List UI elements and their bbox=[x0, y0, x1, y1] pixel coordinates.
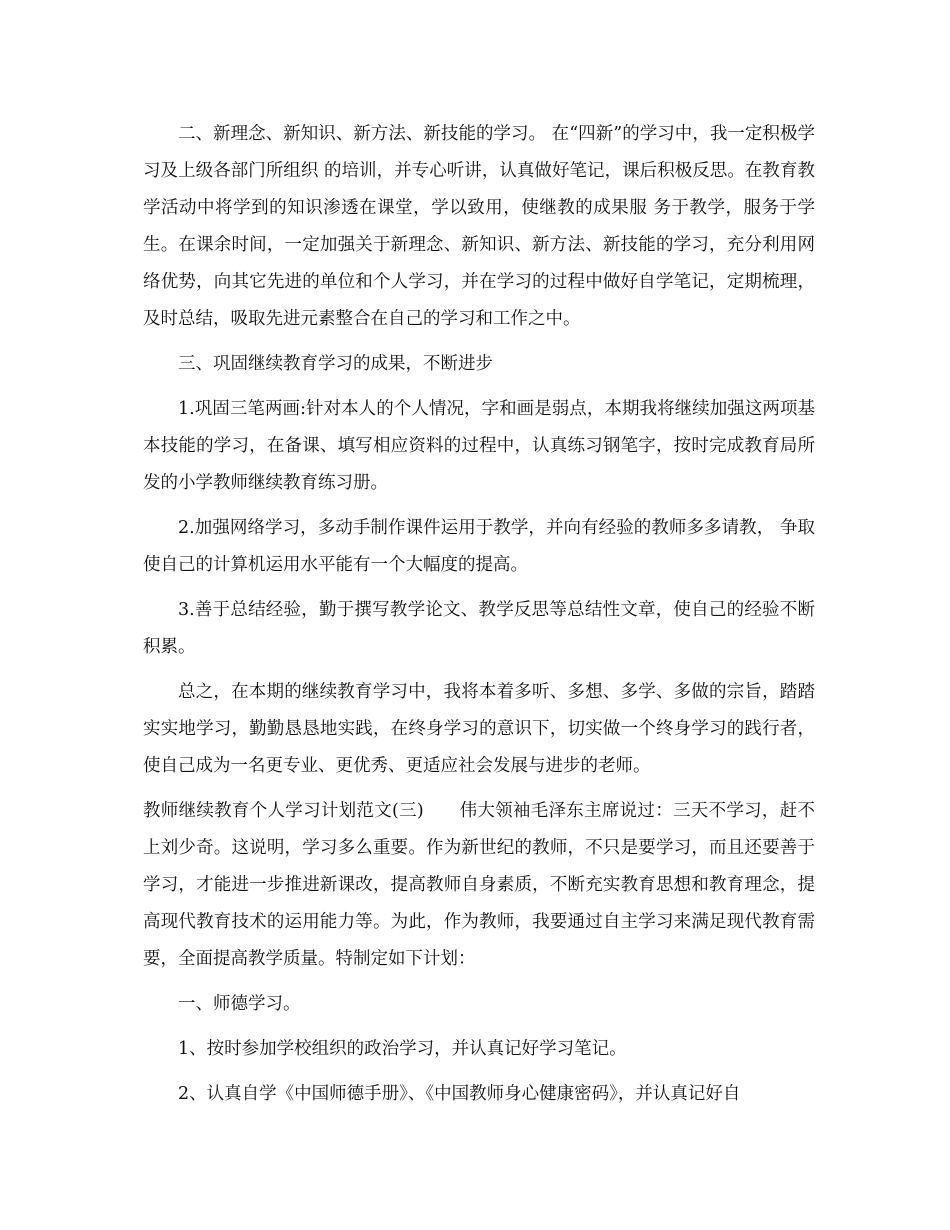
paragraph-heading-consolidate: 三、巩固继续教育学习的成果，不断进步 bbox=[178, 354, 493, 374]
paragraph-four-new-learning: 二、新理念、新知识、新方法、新技能的学习。 在“四新”的学习中，我一定积极学习及上级各部门所组织 的培训，并专心听讲，认真做好笔记，课后积极反思。在教育教学活动中将学到的知识渗透在课堂，学以致用，使继教的成果服 务于教学，服务于学生。在课余时间，一定加强关于新理念、新知识、新方法、新技能的学习，充分利用网络优势，向其它先进的单位和个人学习，并在学习的过程中做好自学笔记，定期梳理，及时总结，吸取先进元素整合在自己的学习和工作之中。 bbox=[143, 124, 815, 329]
paragraph-ethics-item-1: 1、按时参加学校组织的政治学习，并认真记好学习笔记。 bbox=[178, 1039, 627, 1059]
paragraph-ethics-item-2: 2、认真自学《中国师德手册》、《中国教师身心健康密码》，并认真记好自 bbox=[178, 1084, 741, 1104]
paragraph-heading-ethics: 一、师德学习。 bbox=[178, 994, 301, 1014]
paragraph-item-3: 3.善于总结经验，勤于撰写教学论文、教学反思等总结性文章，使自己的经验不断积累。 bbox=[143, 600, 815, 657]
paragraph-section-three-intro: 教师继续教育个人学习计划范文(三) 伟大领袖毛泽东主席说过：三天不学习，赶不上刘少奇。这说明，学习多么重要。作为新世纪的教师，不只是要学习，而且还要善于学习，才能进一步推进新课改，提高教师自身素质，不断充实教育思想和教育理念，提高现代教育技术的运用能力等。为此，作为教师，我要通过自主学习来满足现代教育需要，全面提高教学质量。特制定如下计划： bbox=[143, 801, 815, 969]
document-body bbox=[143, 116, 815, 1121]
paragraph-item-1: 1.巩固三笔两画:针对本人的个人情况，字和画是弱点，本期我将继续加强这两项基本技能的学习，在备课、填写相应资料的过程中，认真练习钢笔字，按时完成教育局所发的小学教师继续教育练习册。 bbox=[143, 399, 815, 493]
paragraph-item-2: 2.加强网络学习，多动手制作课件运用于教学，并向有经验的教师多多请教， 争取使自己的计算机运用水平能有一个大幅度的提高。 bbox=[143, 518, 815, 575]
paragraph-summary: 总之，在本期的继续教育学习中，我将本着多听、多想、多学、多做的宗旨，踏踏实实地学习，勤勤恳恳地实践，在终身学习的意识下，切实做一个终身学习的践行者，使自己成为一名更专业、更优秀、更适应社会发展与进步的老师。 bbox=[143, 682, 815, 776]
